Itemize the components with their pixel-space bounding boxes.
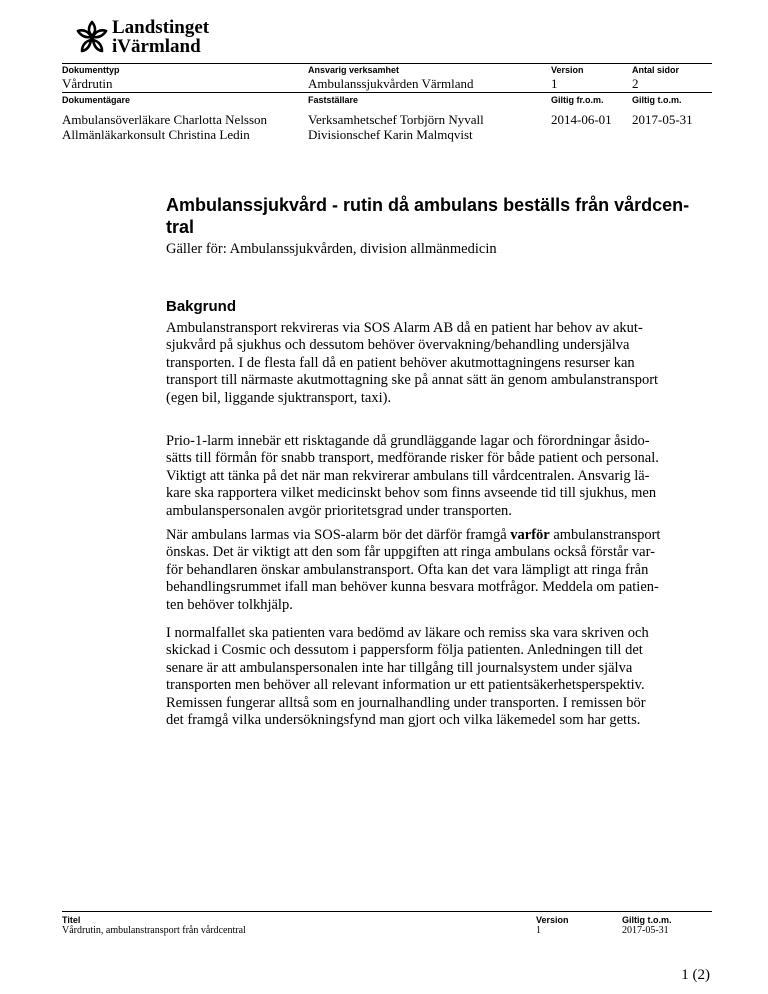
footer-rule	[62, 911, 712, 912]
document-title-line2: tral	[166, 217, 195, 237]
paragraph-line: kare ska rapportera vilket medicinskt behov som finns avseende tid till sjukhus, men	[166, 485, 657, 502]
paragraph-line: Remissen fungerar alltså som en journalhandling under transporten. I remissen bör	[166, 694, 646, 711]
applies-to: Gäller för: Ambulanssjukvården, division allmänmedicin	[166, 241, 497, 257]
logo-text-line2: iVärmland	[112, 36, 201, 57]
paragraph-3	[166, 527, 726, 614]
footer-version-label: Version	[536, 915, 569, 925]
paragraph-line: transporten. I de flesta fall då en patient behöver akutmottagningens resurser kan	[166, 354, 635, 371]
paragraph-line: (egen bil, liggande sjuktransport, taxi).	[166, 389, 392, 406]
doc-type-value: Vårdrutin	[62, 76, 113, 91]
responsible-value: Ambulanssjukvården Värmland	[308, 76, 474, 91]
responsible-label: Ansvarig verksamhet	[308, 65, 400, 75]
approver-label: Fastställare	[308, 95, 359, 105]
footer-valid-to-label: Giltig t.o.m.	[622, 915, 672, 925]
footer-valid-to-value: 2017-05-31	[622, 925, 669, 936]
paragraph-2	[166, 433, 726, 520]
logo-text-line1: Landstinget	[112, 17, 210, 38]
emphasis-why: varför	[510, 527, 550, 543]
owner-line2: Allmänläkarkonsult Christina Ledin	[62, 127, 250, 142]
header-middle-rule	[62, 92, 712, 93]
paragraph-line: sätts till förmån för snabb transport, medförande risker för både patient och personal.	[166, 450, 659, 467]
paragraph-line: Viktigt att tänka på det när man rekvirerar ambulans till vårdcentralen. Ansvarig lä-	[166, 467, 650, 484]
paragraph-text: ambulanstransport	[549, 527, 661, 543]
paragraph-text: När ambulans larmas via SOS-alarm bör det därför framgå	[166, 527, 511, 543]
flower-logo-icon	[74, 18, 110, 58]
approver-line2: Divisionschef Karin Malmqvist	[308, 127, 473, 142]
section-heading-background: Bakgrund	[166, 298, 237, 315]
paragraph-line: Ambulanstransport rekvireras via SOS Alarm AB då en patient har behov av akut-	[166, 320, 643, 336]
footer-version-value: 1	[536, 925, 541, 936]
header-top-rule	[62, 63, 712, 64]
paragraph-line: Prio-1-larm innebär ett risktagande då grundläggande lagar och förordningar åsido-	[166, 433, 650, 449]
paragraph-line: för behandlaren önskar ambulanstransport. Ofta kan det vara lämpligt att ringa från	[166, 561, 649, 578]
version-value: 1	[551, 76, 558, 91]
valid-from-value: 2014-06-01	[551, 112, 612, 127]
paragraph-line: behandlingsrummet ifall man behöver kunna besvara motfrågor. Meddela om patien-	[166, 579, 659, 596]
footer-title-value: Vårdrutin, ambulanstransport från vårdcentral	[62, 925, 246, 936]
owner-label: Dokumentägare	[62, 95, 131, 105]
pages-label: Antal sidor	[632, 65, 680, 75]
paragraph-line: transport till närmaste akutmottagning ske på annat sätt än genom ambulanstransport	[166, 372, 659, 389]
logo	[74, 18, 234, 60]
paragraph-line: ambulanspersonalen avgör prioritetsgrad under transporten.	[166, 502, 512, 519]
paragraph-line	[166, 527, 726, 544]
valid-to-label: Giltig t.o.m.	[632, 95, 682, 105]
paragraph-line: ten behöver tolkhjälp.	[166, 596, 293, 613]
paragraph-line: det framgå vilka undersökningsfynd man gjort och vilka läkemedel som har getts.	[166, 712, 641, 729]
paragraph-line: sjukvård på sjukhus och dessutom behöver övervakning/behandling undersjälva	[166, 337, 630, 354]
paragraph-1	[166, 320, 726, 407]
page-number: 1 (2)	[681, 967, 710, 983]
footer-title-label: Titel	[62, 915, 81, 925]
pages-value: 2	[632, 76, 639, 91]
paragraph-4	[166, 625, 726, 729]
paragraph-line: önskas. Det är viktigt att den som får uppgiften att ringa ambulans också förstår var-	[166, 544, 655, 561]
paragraph-line: senare är att ambulanspersonalen inte har tillgång till journalsystem under själva	[166, 659, 633, 676]
valid-to-value: 2017-05-31	[632, 112, 693, 127]
document-title-line1: Ambulanssjukvård - rutin då ambulans beställs från vårdcen-	[166, 195, 690, 215]
paragraph-line: transporten men behöver all relevant information ur ett patientsäkerhetsperspektiv.	[166, 677, 645, 694]
paragraph-line: I normalfallet ska patienten vara bedömd av läkare och remiss ska vara skriven och	[166, 625, 649, 641]
version-label: Version	[551, 65, 584, 75]
valid-from-label: Giltig fr.o.m.	[551, 95, 604, 105]
doc-type-label: Dokumenttyp	[62, 65, 120, 75]
owner-line1: Ambulansöverläkare Charlotta Nelsson	[62, 112, 268, 127]
approver-line1: Verksamhetschef Torbjörn Nyvall	[308, 112, 484, 127]
document-title	[166, 194, 722, 238]
paragraph-line: skickad i Cosmic och dessutom i pappersform följa patienten. Anledningen till det	[166, 642, 643, 659]
